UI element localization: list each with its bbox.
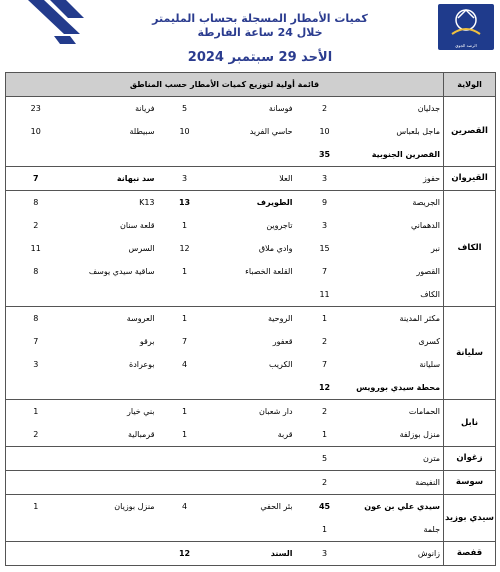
station-name: الطويرف [212,191,296,215]
rain-value: 3 [6,353,66,376]
rain-value: 15 [319,244,330,253]
rain-value: 8 [6,307,66,331]
governorate-cell: سيدي بوزيد [444,495,496,542]
governorate-cell: قفصة [444,542,496,566]
rain-value: 1 [181,267,188,276]
table-row [6,447,496,471]
rain-value: 2 [296,97,354,121]
station-name: السرس [128,244,155,253]
station-name: النفيضة [354,471,444,495]
station-name: القلعة الخصباء [245,267,293,276]
rain-value: 23 [6,97,66,121]
rain-value: 3 [321,221,328,230]
station-name: كسرى [418,337,441,346]
rain-value: 5 [296,447,354,471]
rain-value: 11 [319,290,330,299]
rain-value: 7 [321,360,328,369]
station-name: السند [212,542,296,566]
station-name: حفوز [354,167,444,191]
station-name: دار شعبان [212,400,296,424]
station-name: سيدي علي بن عون [354,495,444,519]
rain-value: 8 [6,191,66,215]
header-subtitle: خلال 24 ساعة الفارطة [197,26,323,39]
table-row [6,283,496,307]
table-row [6,330,496,353]
table-row [6,214,496,237]
station-name: زانوش [354,542,444,566]
governorate-cell: زغوان [444,447,496,471]
station-name: محطة سيدي بورويس [356,383,441,392]
rain-value: 11 [6,237,66,260]
rain-value: 1 [181,430,188,439]
rain-value: 45 [296,495,354,519]
station-name: جدليان [354,97,444,121]
table-row [6,376,496,400]
logo-emblem-icon [438,4,494,42]
table-row [6,120,496,143]
station-name: قلعة سنان [119,221,155,230]
rain-value: 1 [321,430,328,439]
rain-value: 12 [158,542,212,566]
station-name: نبر [430,244,441,253]
table-row [6,237,496,260]
header-title-cell: قائمة أولية لتوزيع كميات الأمطار حسب المناطق [6,73,444,97]
station-name: قعفور [272,337,293,346]
station-name: مترن [354,447,444,471]
station-name: منزل بوزيان [66,495,158,519]
rain-value: 3 [296,167,354,191]
rain-value: 2 [296,471,354,495]
station-name: بني خيار [66,400,158,424]
report-header [100,12,420,65]
table-row [6,143,496,167]
station-name: برقو [139,337,155,346]
rain-value: 9 [296,191,354,215]
station-name: تاجروين [266,221,293,230]
station-name: القصور [416,267,441,276]
header-title: كميات الأمطار المسجلة بحساب المليمتر [152,12,368,25]
table-row [6,471,496,495]
station-name: الروحية [212,307,296,331]
rain-value: 2 [321,337,328,346]
station-name: سبيطلة [129,127,155,136]
station-name: حاسي الفريد [249,127,293,136]
station-name: سد نبهانة [66,167,158,191]
rain-value: 5 [158,97,212,121]
rain-value: 1 [181,221,188,230]
table-row [6,97,496,121]
header-governorate: الولاية [444,73,496,97]
station-name: وادي ملاق [258,244,293,253]
station-name: K13 [66,191,158,215]
rain-value: 1 [158,400,212,424]
table-row [6,167,496,191]
station-name: الجريصة [354,191,444,215]
station-name: الكريب [268,360,293,369]
rain-value: 10 [179,127,190,136]
station-name: بئر الحفي [212,495,296,519]
table-row [6,260,496,283]
rain-value: 10 [6,120,66,143]
station-name: فريانة [66,97,158,121]
governorate-cell: نابل [444,400,496,447]
table-header [6,73,496,97]
rain-value: 12 [318,383,331,392]
rain-value: 35 [318,150,331,159]
institute-logo [438,4,494,50]
rain-value: 13 [158,191,212,215]
governorate-cell: سليانة [444,307,496,400]
table-row [6,400,496,424]
rain-value: 10 [319,127,330,136]
rain-value: 4 [181,360,188,369]
rain-value: 1 [158,307,212,331]
table-row [6,518,496,542]
governorate-cell: سوسة [444,471,496,495]
rain-value: 2 [6,423,66,447]
station-name: الحمامات [354,400,444,424]
rain-value: 1 [6,495,66,519]
station-name: بوعرادة [129,360,155,369]
governorate-cell: القيروان [444,167,496,191]
rain-value: 7 [6,330,66,353]
governorate-cell: الكاف [444,191,496,307]
rain-value: 12 [179,244,190,253]
station-name: ماجل بلعباس [396,127,441,136]
decorative-stripes [0,0,90,60]
rain-value: 3 [296,542,354,566]
station-name: العروسة [66,307,158,331]
rain-value: 4 [158,495,212,519]
station-name: قربة [277,430,293,439]
table-row [6,191,496,215]
station-name: فوسانة [212,97,296,121]
table-row [6,353,496,376]
station-name: مكثر المدينة [354,307,444,331]
rain-value: 7 [181,337,188,346]
rainfall-table [5,72,496,566]
rain-value: 1 [6,400,66,424]
rain-value: 7 [321,267,328,276]
station-name: سليانة [419,360,441,369]
rain-value: 1 [296,307,354,331]
rain-value: 1 [321,525,328,534]
logo-text: الرصد الجوي [455,43,477,48]
table-row [6,495,496,519]
table-row [6,542,496,566]
rain-value: 7 [6,167,66,191]
station-name: ساقية سيدي يوسف [88,267,155,276]
station-name: منزل بوزلفة [399,430,441,439]
rain-value: 2 [296,400,354,424]
rain-value: 2 [6,214,66,237]
table-row [6,423,496,447]
station-name: العلا [212,167,296,191]
header-date: الأحد 29 سبتمبر 2024 [187,50,333,65]
governorate-cell: القصرين [444,97,496,167]
station-name: جلمة [423,525,441,534]
station-name: الكاف [420,290,441,299]
table-row [6,307,496,331]
station-name: قرمبالية [128,430,155,439]
rain-value: 3 [158,167,212,191]
station-name: الدهماني [410,221,441,230]
station-name: القصرين الجنوبية [371,150,441,159]
rain-value: 8 [6,260,66,283]
